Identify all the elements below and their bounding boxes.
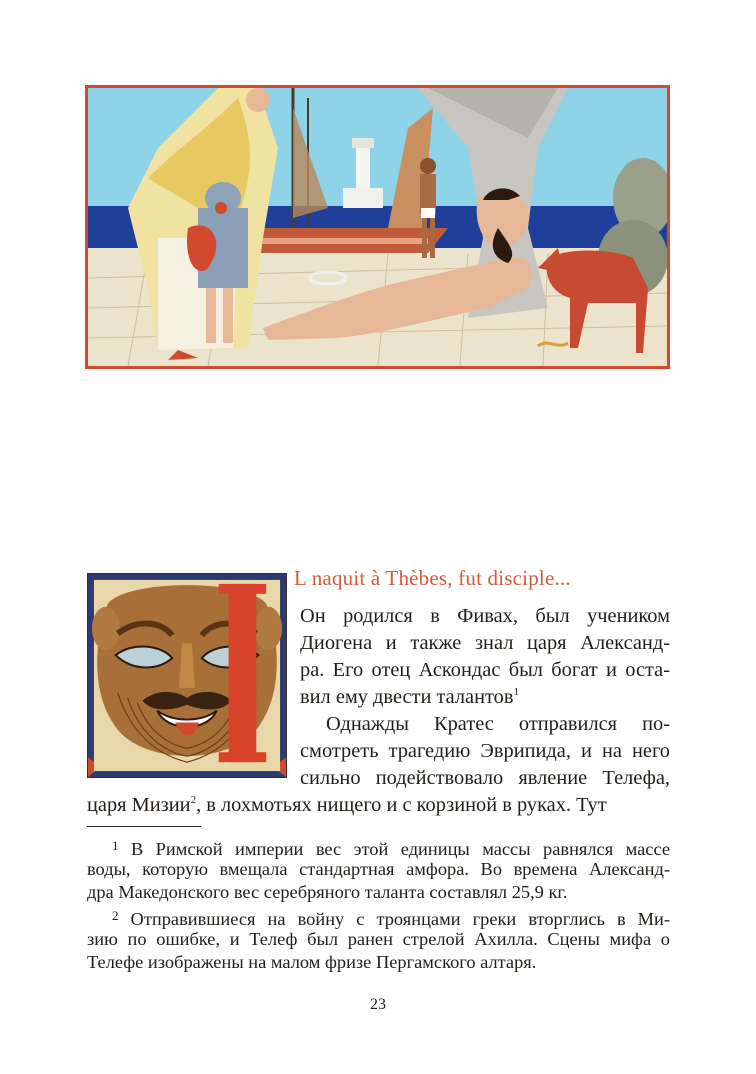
body-text-fragment: царя Мизии: [87, 794, 191, 816]
footnote-line: дра Македонского вес серебряного таланта составлял 25,9 кг.: [87, 882, 568, 902]
footnote-line: зию по ошибке, и Телеф был ранен стрелой Ахилла. Сцены мифа о: [87, 929, 670, 949]
body-line-text-start: [87, 792, 607, 819]
body-line-text: вил ему двести талантов: [300, 686, 514, 708]
body-line: Однажды Кратес отправился по-: [326, 713, 670, 735]
body-line: Он родился в Фивах, был учеником: [300, 605, 670, 627]
beach-scene-illustration-icon: [88, 88, 667, 366]
body-line: сильно подействовало явление Телефа,: [300, 767, 670, 789]
footnote-line: [112, 835, 670, 860]
footnote-ref-1[interactable]: 1: [513, 686, 519, 698]
body-text-fragment: , в лохмотьях нищего и с корзиной в руках. Тут: [196, 794, 607, 816]
body-line: [300, 684, 519, 711]
body-line: ра. Его отец Аскондас был богат и оста-: [300, 659, 670, 681]
footnote-line: Телефе изображены на малом фризе Пергамского алтаря.: [87, 952, 537, 972]
body-line: смотреть трагедию Эврипида, и на него: [300, 740, 670, 762]
decorated-drop-cap: [87, 573, 287, 778]
body-line: [87, 792, 670, 819]
footnote-ref-2[interactable]: 2: [190, 794, 197, 806]
incipit-text: L naquit à Thèbes, fut disciple...: [294, 566, 571, 590]
footnote-separator: [87, 826, 201, 827]
footnote-text: В Римской империи вес этой единицы массы равнялся массе: [130, 839, 670, 859]
footnote-line: воды, которую вмещала стандартная амфора. Во времена Александ-: [87, 859, 670, 879]
footnote-mark: 1: [112, 838, 119, 853]
body-line: Диогена и также знал царя Александ-: [300, 632, 670, 654]
page-number: 23: [370, 996, 386, 1013]
top-illustration: [85, 85, 670, 369]
footnote-mark: 2: [112, 908, 119, 923]
footnote-text: Отправившиеся на войну с троянцами греки вторглись в Ми-: [130, 909, 670, 929]
footnote-line: [112, 905, 670, 930]
bearded-mask-icon: [88, 574, 286, 777]
